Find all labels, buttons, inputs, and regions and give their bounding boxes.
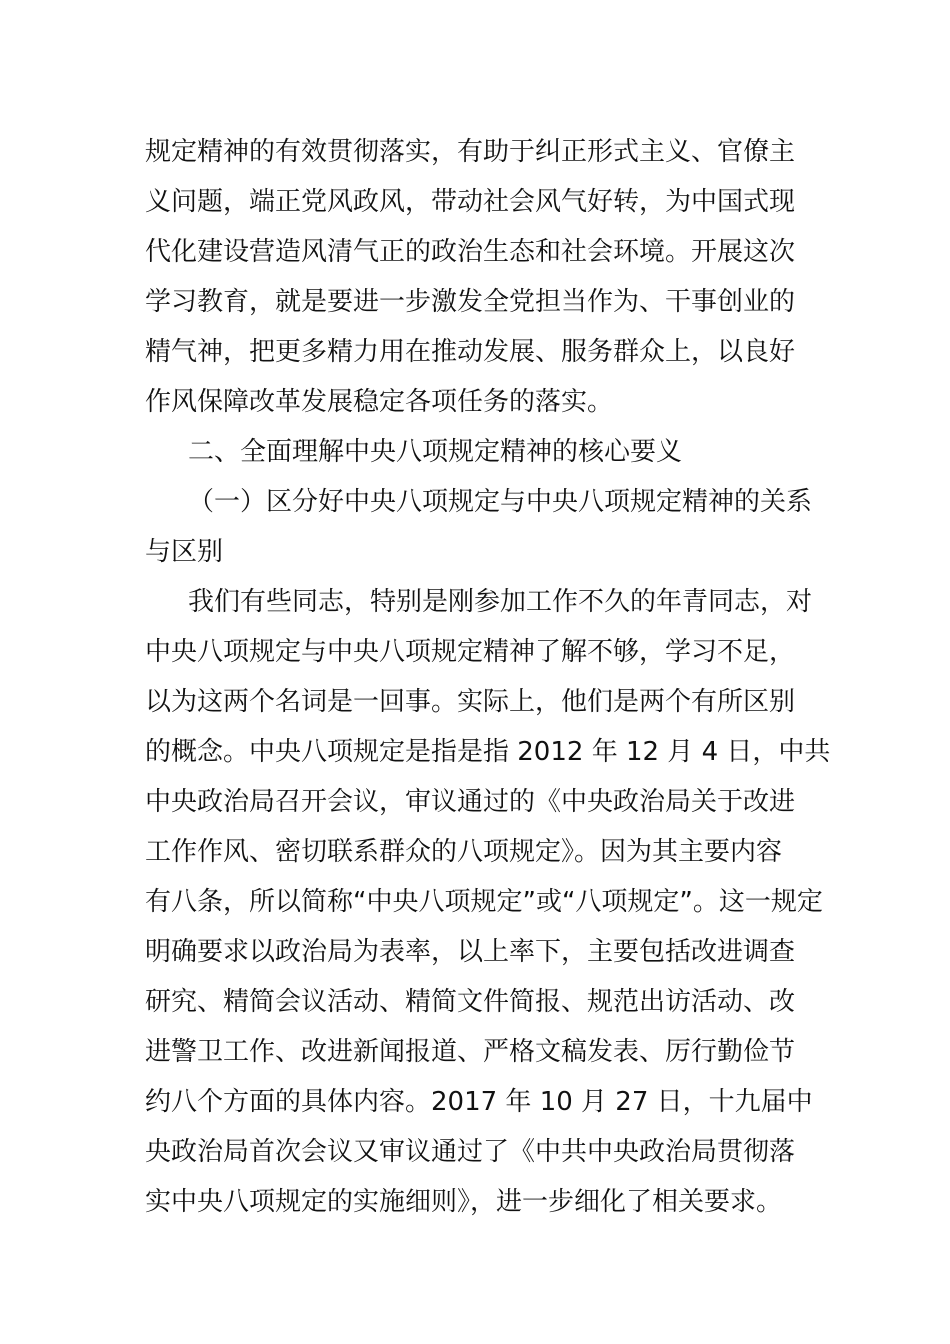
body-text-line: 中央八项规定与中央八项规定精神了解不够，学习不足， <box>145 637 796 667</box>
body-text-line: 我们有些同志，特别是刚参加工作不久的年青同志，对 <box>188 587 813 617</box>
body-text-line: 央政治局首次会议又审议通过了《中共中央政治局贯彻落 <box>145 1137 796 1167</box>
subsection-heading: （一）区分好中央八项规定与中央八项规定精神的关系 <box>188 487 813 517</box>
body-text-line: 有八条，所以简称“中央八项规定”或“八项规定”。这一规定 <box>145 887 823 917</box>
body-text-line: 精气神，把更多精力用在推动发展、服务群众上，以良好 <box>145 337 796 367</box>
body-text-line: 明确要求以政治局为表率，以上率下，主要包括改进调查 <box>145 937 796 967</box>
body-text-line: 中央政治局召开会议，审议通过的《中央政治局关于改进 <box>145 787 796 817</box>
body-text-line: 实中央八项规定的实施细则》，进一步细化了相关要求。 <box>145 1187 783 1217</box>
body-text-line: 学习教育，就是要进一步激发全党担当作为、干事创业的 <box>145 287 796 317</box>
body-text-line: 义问题，端正党风政风，带动社会风气好转，为中国式现 <box>145 187 796 217</box>
subsection-heading-continued: 与区别 <box>145 537 224 567</box>
body-text-line: 进警卫工作、改进新闻报道、严格文稿发表、厉行勤俭节 <box>145 1037 796 1067</box>
body-text-line: 规定精神的有效贯彻落实，有助于纠正形式主义、官僚主 <box>145 137 796 167</box>
body-text-line: 约八个方面的具体内容。2017 年 10 月 27 日，十九届中 <box>145 1087 813 1117</box>
body-text-line: 的概念。中央八项规定是指是指 2012 年 12 月 4 日，中共 <box>145 737 831 767</box>
body-text-line: 作风保障改革发展稳定各项任务的落实。 <box>145 387 614 417</box>
body-text-line: 工作作风、密切联系群众的八项规定》。因为其主要内容 <box>145 837 783 867</box>
body-text-line: 研究、精简会议活动、精简文件简报、规范出访活动、改 <box>145 987 796 1017</box>
section-heading: 二、全面理解中央八项规定精神的核心要义 <box>188 437 683 467</box>
body-text-line: 代化建设营造风清气正的政治生态和社会环境。开展这次 <box>145 237 796 267</box>
body-text-line: 以为这两个名词是一回事。实际上，他们是两个有所区别 <box>145 687 796 717</box>
